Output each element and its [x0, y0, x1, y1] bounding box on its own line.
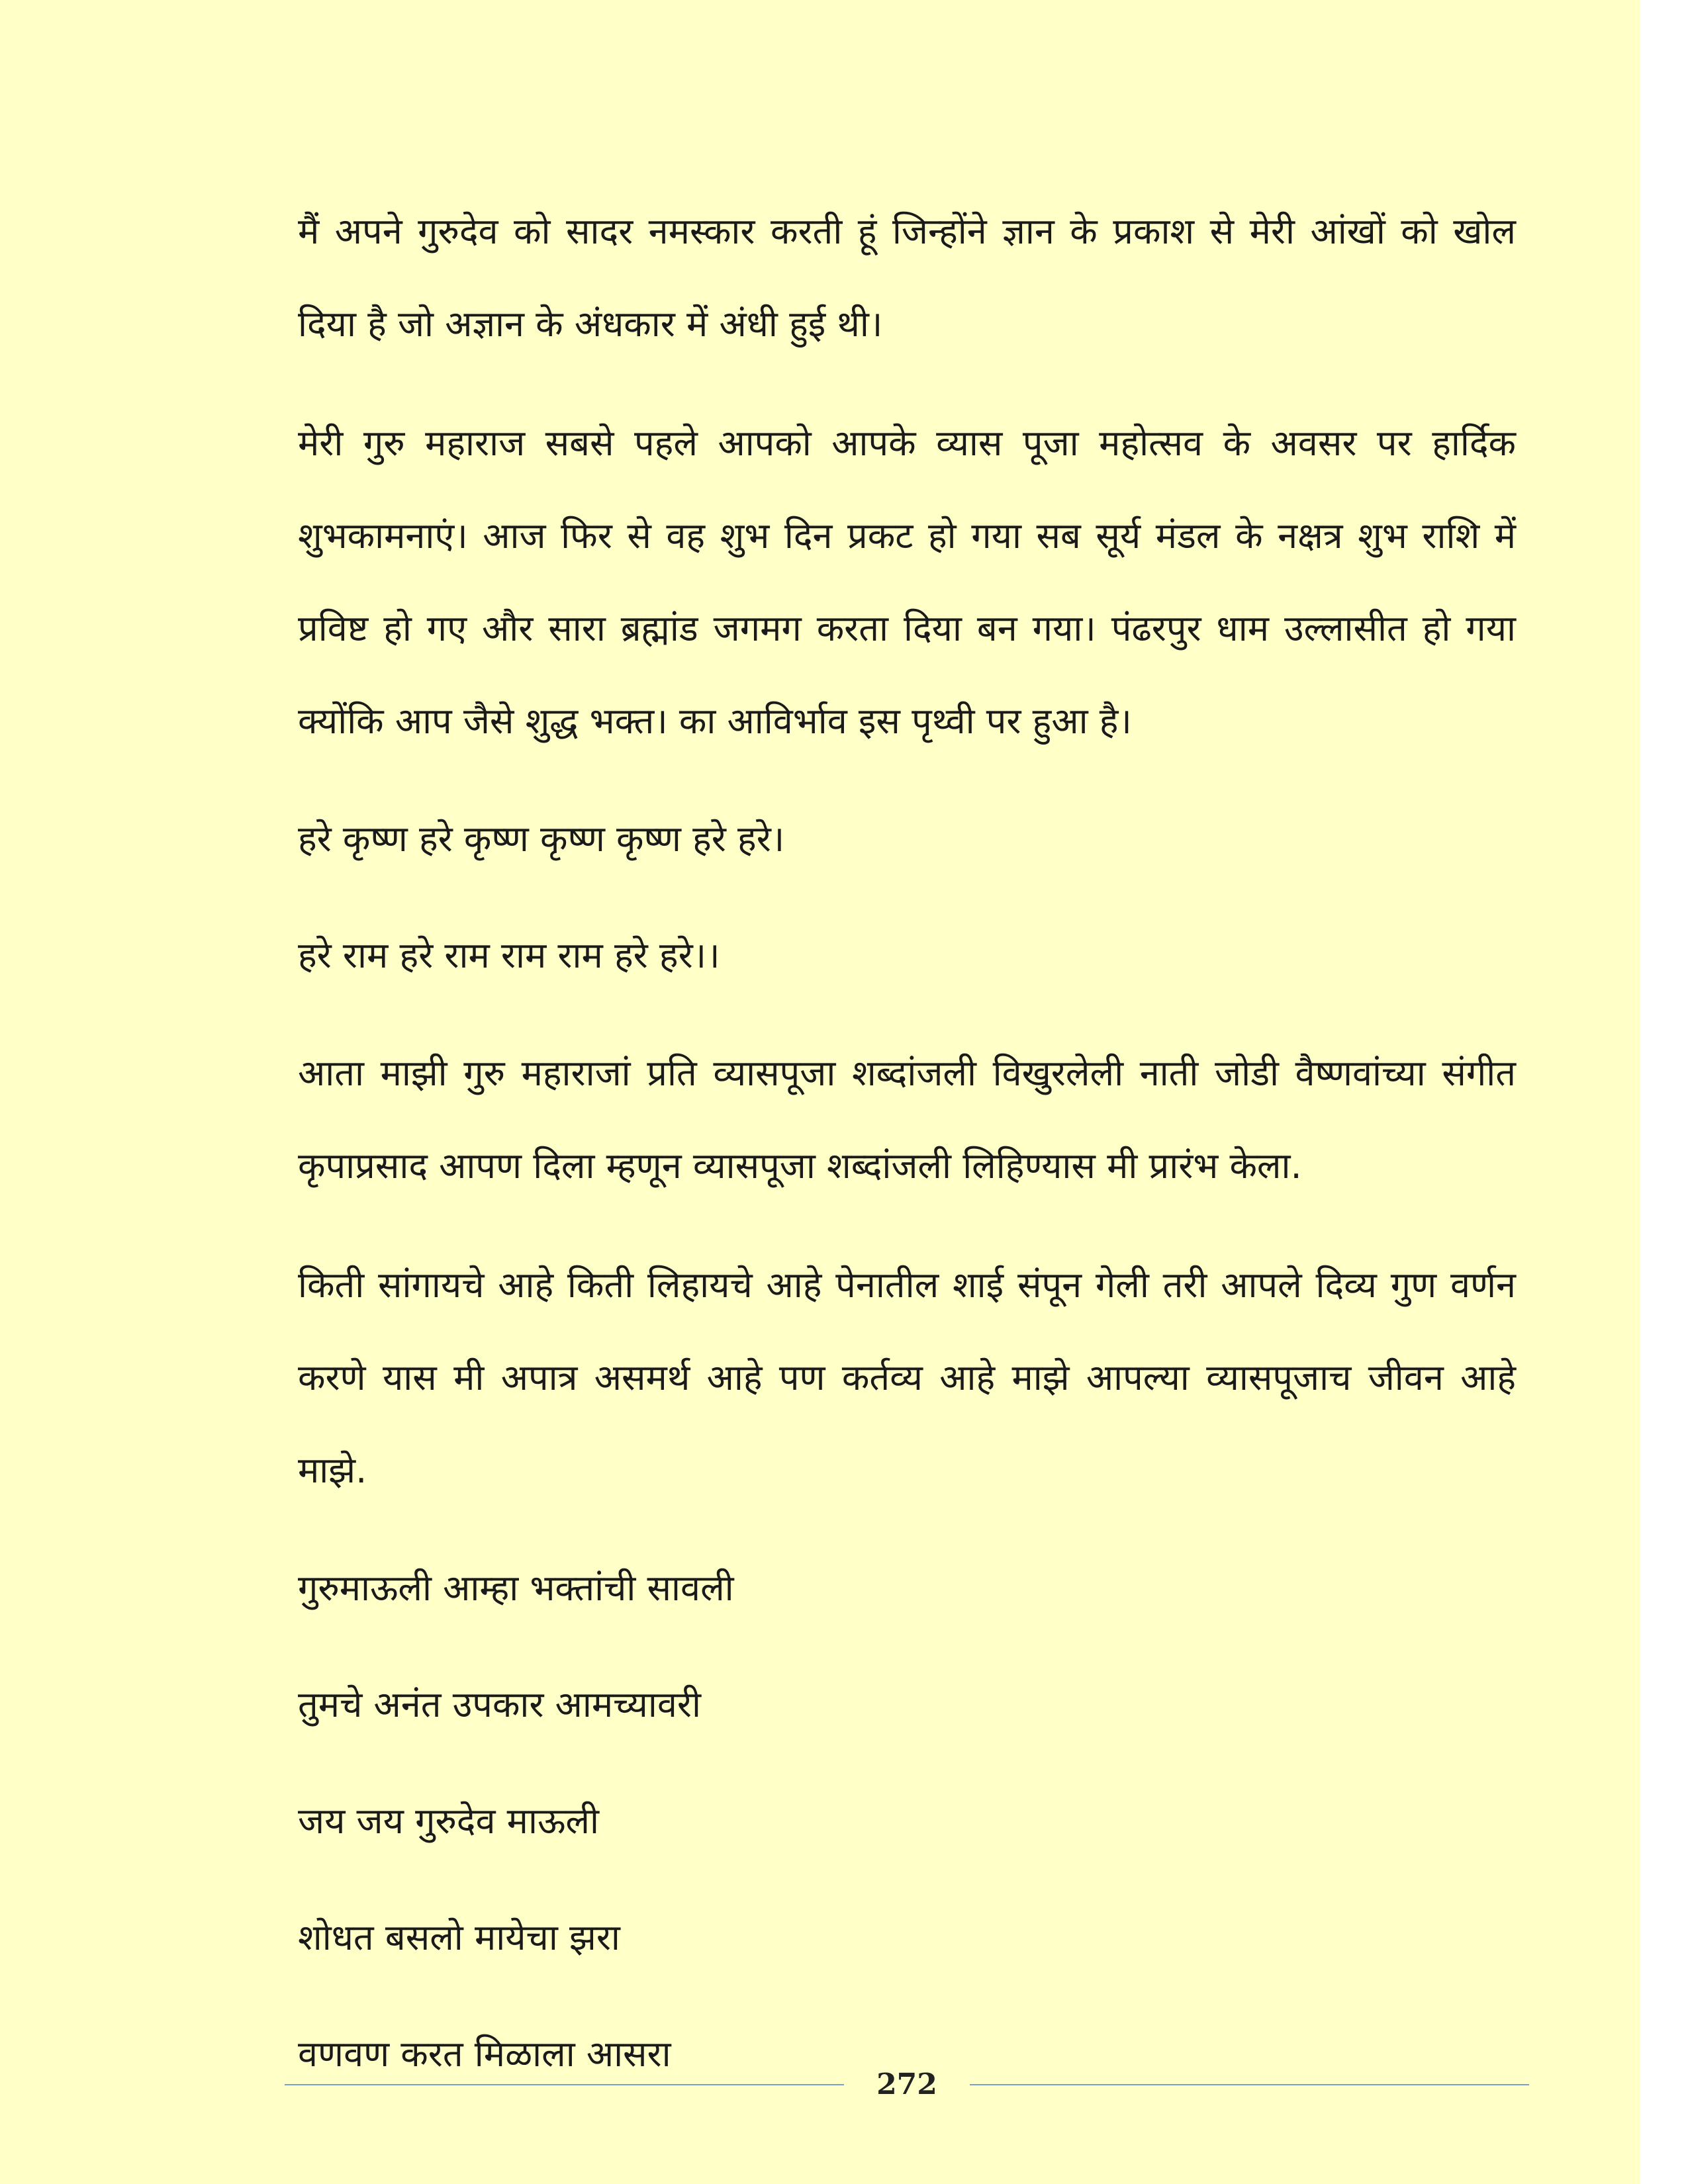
paragraph-gratitude: किती सांगायचे आहे किती लिहायचे आहे पेनातील शाई संपून गेली तरी आपले दिव्य गुण वर्णन करणे यास मी अपात्र असमर्थ आहे पण कर्तव्य आहे माझे आपल्या व्यासपूजाच जीवन आहे माझे. [298, 1264, 1516, 1491]
paragraph-offering: आता माझी गुरु महाराजां प्रति व्यासपूजा शब्दांजली विखुरलेली नाती जोडी वैष्णवांच्या संगीत कृपाप्रसाद आपण दिला म्हणून व्यासपूजा शब्दांजली लिहिण्यास मी प्रारंभ केला. [298, 1052, 1516, 1187]
footer-rule-right [970, 2084, 1529, 2085]
mantra-line-2: हरे राम हरे राम राम राम हरे हरे।। [298, 934, 720, 976]
page-content [298, 185, 1516, 2126]
footer-rule-left [285, 2084, 844, 2085]
poem-line-2: तुमचे अनंत उपकार आमच्यावरी [298, 1684, 701, 1725]
page-number: 272 [876, 2068, 937, 2101]
paragraph-intro: मैं अपने गुरुदेव को सादर नमस्कार करती हूं जिन्होंने ज्ञान के प्रकाश से मेरी आंखों को खोल दिया है जो अज्ञान के अंधकार में अंधी हुई थी। [298, 210, 1516, 345]
page-footer [285, 2065, 1529, 2105]
poem-line-1: गुरुमाऊली आम्हा भक्तांची सावली [298, 1567, 734, 1609]
mantra-line-1: हरे कृष्ण हरे कृष्ण कृष्ण कृष्ण हरे हरे। [298, 818, 785, 860]
paragraph-greeting: मेरी गुरु महाराज सबसे पहले आपको आपके व्यास पूजा महोत्सव के अवसर पर हार्दिक शुभकामनाएं। आज फिर से वह शुभ दिन प्रकट हो गया सब सूर्य मंडल के नक्षत्र शुभ राशि में प्रविष्ट हो गए और सारा ब्रह्मांड जगमग करता दिया बन गया। पंढरपुर धाम उल्लासीत हो गया क्योंकि आप जैसे शुद्ध भक्त। का आविर्भाव इस पृथ्वी पर हुआ है। [298, 422, 1517, 742]
poem-line-5: वणवण करत मिळाला आसरा [298, 2033, 671, 2075]
poem-line-3: जय जय गुरुदेव माऊली [298, 1800, 599, 1842]
poem-line-4: शोधत बसलो मायेचा झरा [298, 1917, 620, 1958]
